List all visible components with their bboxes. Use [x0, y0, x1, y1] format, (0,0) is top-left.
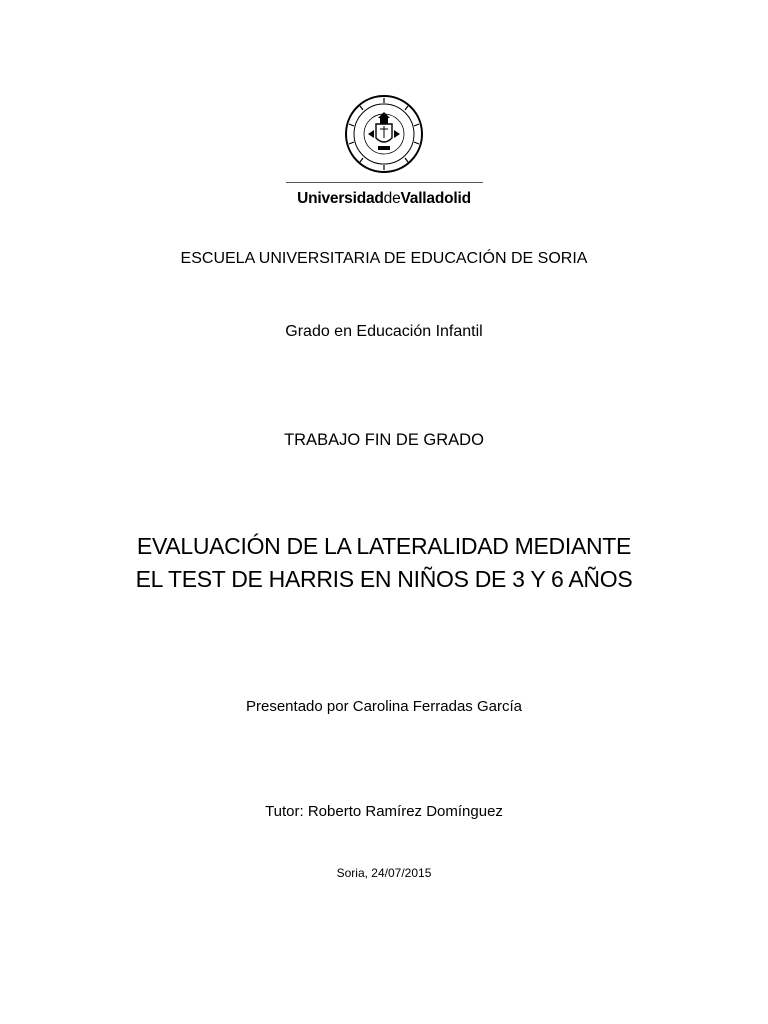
school-name: ESCUELA UNIVERSITARIA DE EDUCACIÓN DE SORIA [180, 250, 588, 267]
degree-name: Grado en Educación Infantil [285, 323, 483, 340]
thesis-title [0, 530, 768, 596]
logo-divider-rule [286, 182, 483, 183]
work-type: TRABAJO FIN DE GRADO [284, 431, 484, 449]
thesis-title-line-1: EVALUACIÓN DE LA LATERALIDAD MEDIANTE [136, 533, 632, 559]
university-wordmark [0, 190, 768, 208]
place-date: Soria, 24/07/2015 [336, 866, 432, 880]
wordmark-universidad: Universidad [297, 190, 384, 207]
thesis-title-line-2: EL TEST DE HARRIS EN NIÑOS DE 3 Y 6 AÑOS [135, 566, 633, 592]
wordmark-valladolid: Valladolid [400, 190, 471, 207]
tutor-line: Tutor: Roberto Ramírez Domínguez [265, 803, 503, 820]
author-line: Presentado por Carolina Ferradas García [246, 698, 522, 715]
wordmark-de: de [383, 190, 401, 207]
university-seal-logo [340, 94, 428, 174]
